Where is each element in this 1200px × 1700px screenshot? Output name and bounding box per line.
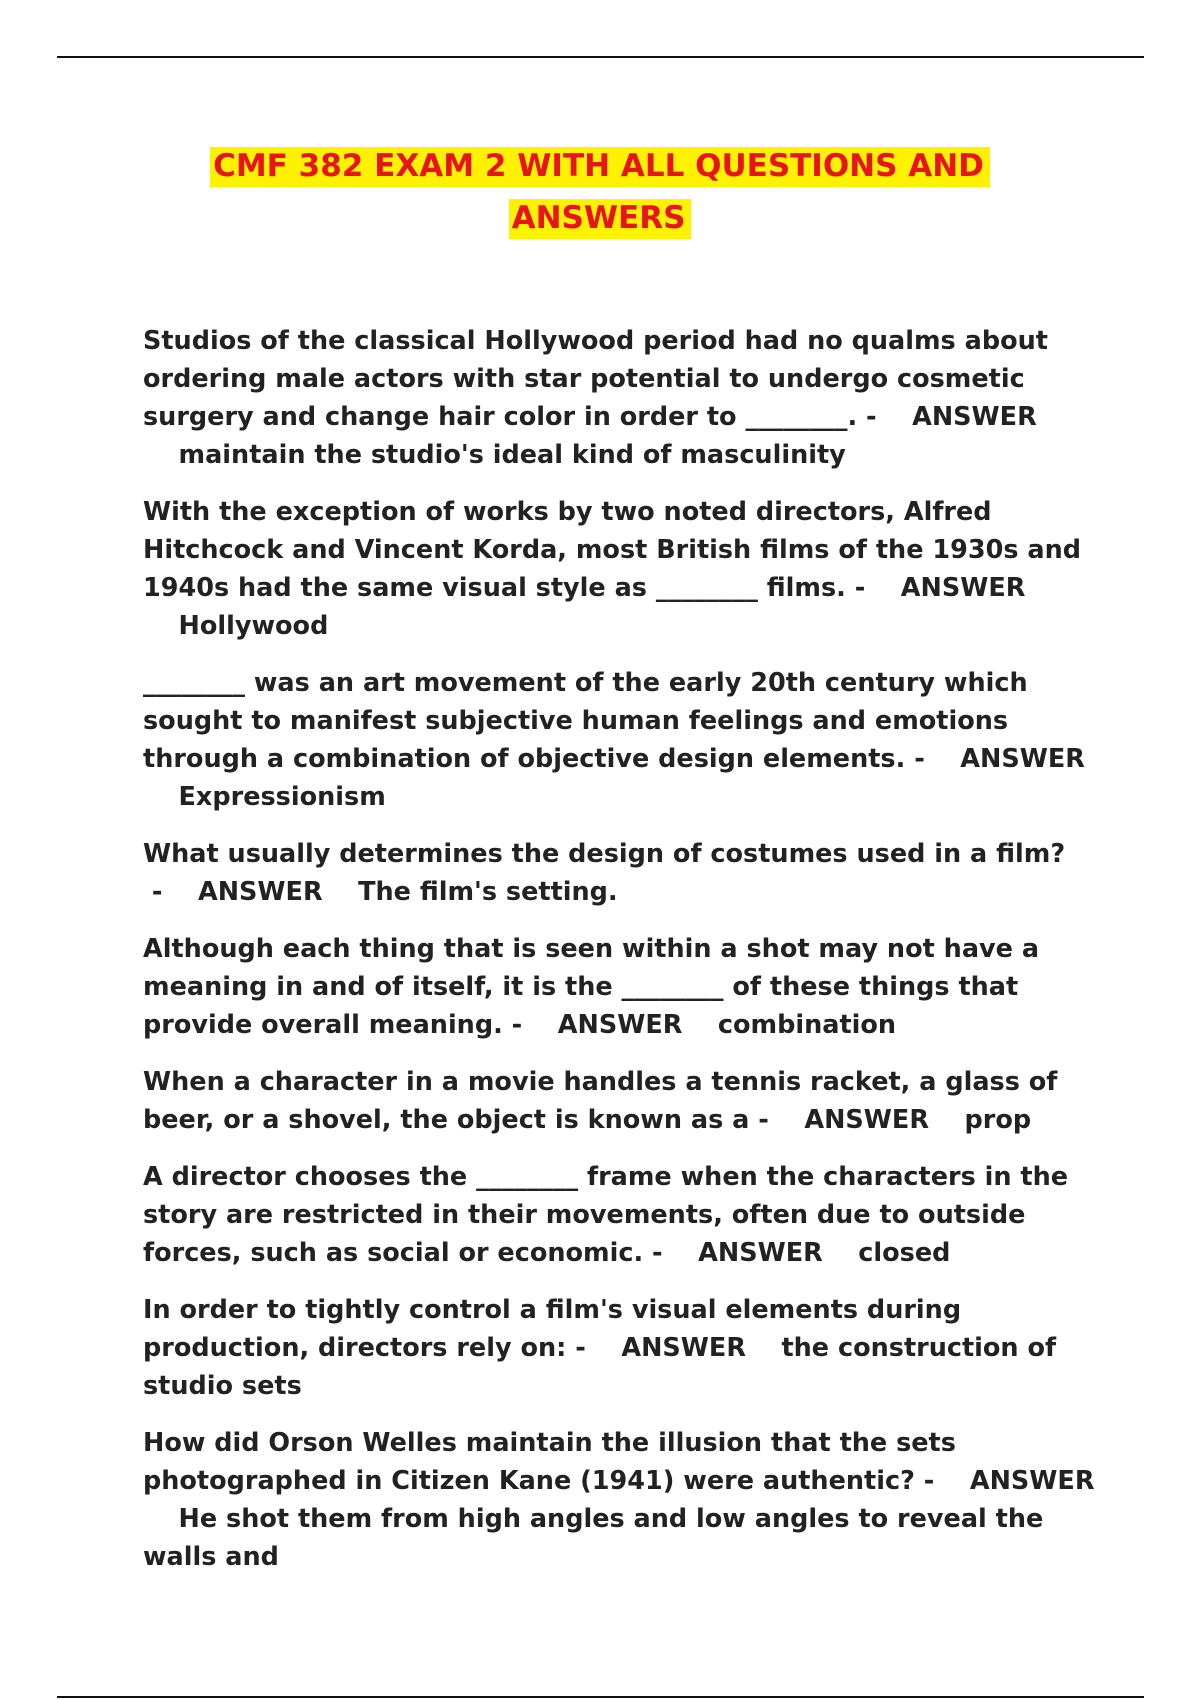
answer-separator: - bbox=[643, 1238, 699, 1268]
answer-text: The film's setting. bbox=[358, 877, 618, 907]
answer-label: ANSWER bbox=[557, 1010, 683, 1040]
question-text: Studios of the classical Hollywood period had no qualms about ordering male actors with star potential to undergo cosmetic surgery and change hair color in order to ________. bbox=[143, 326, 1048, 432]
answer-label: ANSWER bbox=[969, 1466, 1095, 1496]
question-text: With the exception of works by two noted directors, Alfred Hitchcock and Vincent Korda, most British films of the 1930s and 1940s had the same visual style as ________ films. bbox=[143, 497, 1082, 603]
question-text: When a character in a movie handles a tennis racket, a glass of beer, or a shovel, the object is known as a bbox=[143, 1067, 1058, 1135]
answer-separator: - bbox=[566, 1333, 622, 1363]
answer-label: ANSWER bbox=[621, 1333, 746, 1363]
qa-list bbox=[143, 322, 1103, 1595]
answer-text: the construction of studio sets bbox=[143, 1333, 1057, 1401]
page-title bbox=[0, 140, 1200, 244]
answer-label: ANSWER bbox=[197, 877, 323, 907]
answer-separator: - bbox=[905, 744, 961, 774]
answer-text: combination bbox=[717, 1010, 897, 1040]
qa-item bbox=[143, 930, 1103, 1044]
answer-gap bbox=[143, 782, 179, 812]
answer-gap bbox=[143, 440, 179, 470]
question-text: In order to tightly control a film's visual elements during production, directors rely on: bbox=[143, 1295, 962, 1363]
qa-item bbox=[143, 835, 1103, 911]
answer-text: maintain the studio's ideal kind of masculinity bbox=[178, 440, 846, 470]
qa-item bbox=[143, 664, 1103, 816]
answer-label: ANSWER bbox=[912, 402, 1037, 432]
answer-gap bbox=[143, 611, 179, 641]
answer-text: He shot them from high angles and low angles to reveal the walls and bbox=[143, 1504, 1044, 1572]
answer-label: ANSWER bbox=[804, 1105, 929, 1135]
answer-separator: - bbox=[845, 573, 901, 603]
answer-label: ANSWER bbox=[900, 573, 1026, 603]
answer-separator: - bbox=[502, 1010, 558, 1040]
answer-separator: - bbox=[857, 402, 913, 432]
answer-gap bbox=[323, 877, 359, 907]
bottom-rule bbox=[57, 1696, 1144, 1698]
answer-gap bbox=[746, 1333, 782, 1363]
title-line-1: CMF 382 EXAM 2 WITH ALL QUESTIONS AND bbox=[210, 147, 990, 187]
question-text: How did Orson Welles maintain the illusion that the sets photographed in Citizen Kane (1941) were authentic? bbox=[143, 1428, 956, 1496]
answer-label: ANSWER bbox=[698, 1238, 823, 1268]
answer-gap bbox=[682, 1010, 718, 1040]
top-rule bbox=[57, 56, 1144, 58]
answer-gap bbox=[143, 1504, 179, 1534]
qa-item bbox=[143, 1063, 1103, 1139]
qa-item bbox=[143, 322, 1103, 474]
answer-separator: - bbox=[914, 1466, 970, 1496]
answer-text: Expressionism bbox=[178, 782, 386, 812]
question-text: A director chooses the ________ frame when the characters in the story are restricted in their movements, often due to outside forces, such as social or economic. bbox=[143, 1162, 1069, 1268]
answer-separator: - bbox=[749, 1105, 805, 1135]
qa-item bbox=[143, 493, 1103, 645]
question-text: ________ was an art movement of the early 20th century which sought to manifest subjective human feelings and emotions through a combination of objective design elements. bbox=[143, 668, 1028, 774]
qa-item bbox=[143, 1158, 1103, 1272]
answer-text: prop bbox=[964, 1105, 1032, 1135]
question-text: Although each thing that is seen within a shot may not have a meaning in and of itself, it is the ________ of these things that provide overall meaning. bbox=[143, 934, 1040, 1040]
answer-gap bbox=[929, 1105, 965, 1135]
answer-gap bbox=[823, 1238, 859, 1268]
title-line-2: ANSWERS bbox=[509, 199, 692, 239]
answer-text: Hollywood bbox=[178, 611, 329, 641]
answer-separator: - bbox=[143, 877, 198, 907]
question-text: What usually determines the design of costumes used in a film? bbox=[143, 839, 1066, 869]
qa-item bbox=[143, 1291, 1103, 1405]
answer-label: ANSWER bbox=[960, 744, 1085, 774]
answer-text: closed bbox=[858, 1238, 951, 1268]
qa-item bbox=[143, 1424, 1103, 1576]
